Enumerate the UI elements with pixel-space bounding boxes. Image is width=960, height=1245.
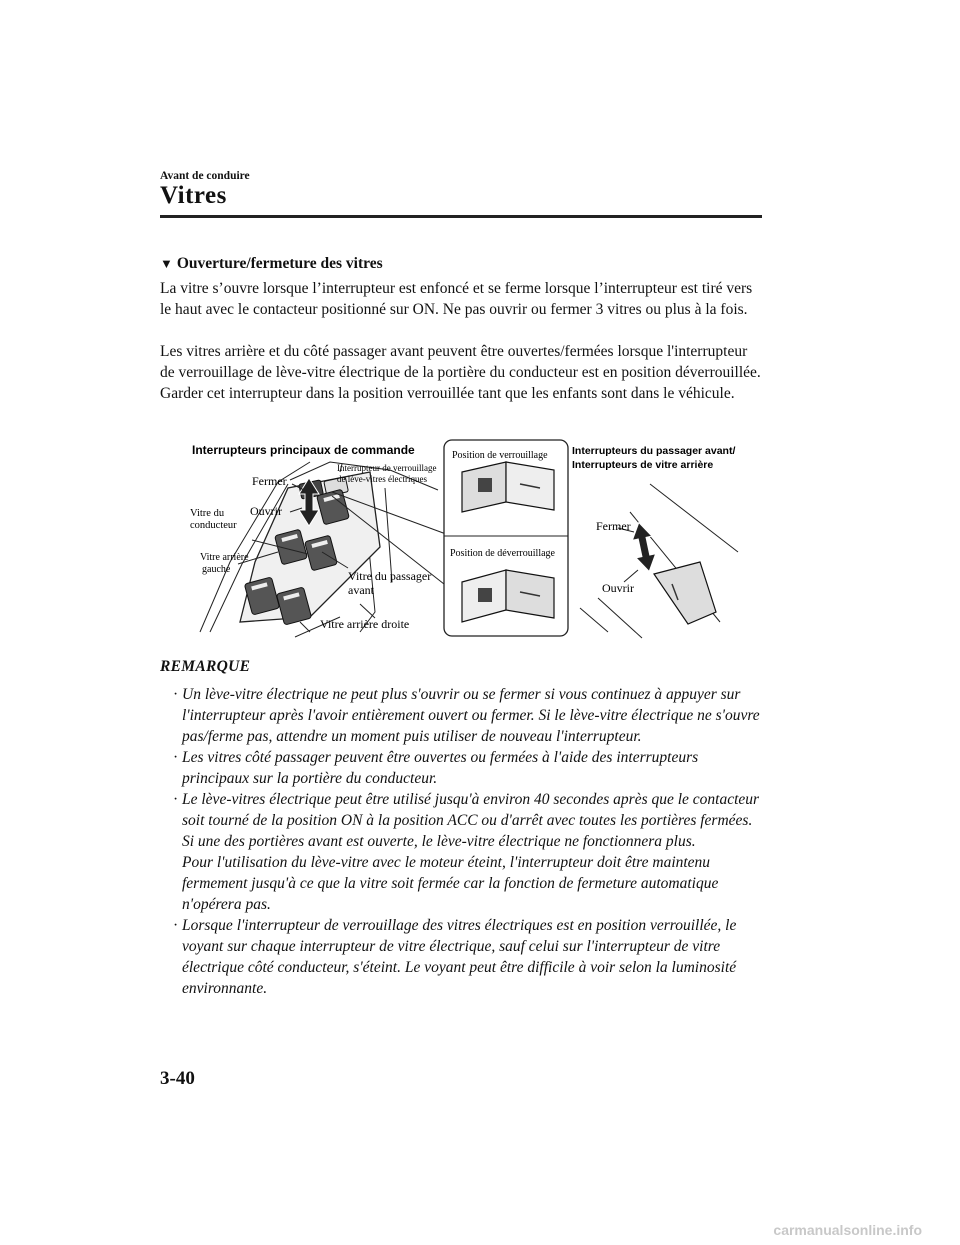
lock-position-label: Position de verrouillage	[452, 450, 548, 461]
note-item-4: · Lorsque l'interrupteur de verrouillage des vitres électriques est en position verrouillée, le voyant sur chaque interrupteur de vitre électrique, sauf celui sur l'interrupteur de vitre électrique côté conducteur, s'éteint. Le voyant peut être difficile à voir selon la luminosité environnante.	[173, 917, 737, 997]
note-item-3: · Le lève-vitres électrique peut être utilisé jusqu'à environ 40 secondes après que le contacteur soit tourné de la position ON à la position ACC ou d'arrêt avec toutes les portières fermées. Si une des portières avant est ouverte, le lève-vitre électrique ne fonctionnera plus. Pour l'utilisation du lève-vitre avec le moteur éteint, l'interrupteur doit être maintenu fermement jusqu'à ce que la vitre soit fermée car la fonction de fermeture automatique n'opérera pas.	[160, 789, 764, 915]
page-number: 3-40	[160, 1068, 195, 1089]
main-switch-panel	[240, 472, 380, 625]
section-heading	[160, 255, 383, 273]
lock-symbol-icon	[478, 478, 492, 492]
front-passenger-label-line2: avant	[348, 583, 374, 597]
section-label: Avant de conduire	[160, 170, 250, 182]
front-passenger-label-line1: Vitre du passager	[348, 569, 432, 583]
rear-left-label-line1: Vitre arrière	[200, 552, 249, 563]
unlock-symbol-icon	[478, 588, 492, 602]
lock-switch-label-line2: de lève-vitres électriques	[337, 474, 427, 484]
note-item-3-continuation: Pour l'utilisation du lève-vitre avec le moteur éteint, l'interrupteur doit être maintenu fermement jusqu'à ce que la vitre soit fermée car la fonction de fermeture automatique n'opérera pas.	[182, 854, 719, 913]
section-heading-text: Ouverture/fermeture des vitres	[176, 255, 383, 272]
triangle-down-icon: ▼	[160, 256, 173, 271]
window-switch-figure	[160, 432, 762, 652]
watermark: carmanualsonline.info	[773, 1222, 922, 1238]
note-title: REMARQUE	[160, 658, 251, 675]
driver-window-label-line1: Vitre du	[190, 508, 225, 519]
open-label: Ouvrir	[250, 504, 282, 518]
passenger-arrow-icon	[629, 520, 659, 573]
lock-position-callout	[444, 440, 568, 636]
window-switch-illustration	[160, 432, 762, 652]
driver-window-label-line2: conducteur	[190, 520, 237, 531]
note-list	[160, 684, 764, 999]
lock-switch-label-line1: Interrupteur de verrouillage	[337, 463, 437, 473]
rear-right-label: Vitre arrière droite	[320, 617, 410, 631]
passenger-window-switch	[654, 562, 716, 624]
page-title: Vitres	[160, 182, 227, 209]
passenger-switches-label-line1: Interrupteurs du passager avant/	[572, 445, 736, 457]
note-item-2: · Les vitres côté passager peuvent être ouvertes ou fermées à l'aide des interrupteurs principaux sur la portière du conducteur.	[173, 749, 699, 787]
paragraph-1: La vitre s’ouvre lorsque l’interrupteur est enfoncé et se ferme lorsque l’interrupteur est tiré vers le haut avec le contacteur positionné sur ON. Ne pas ouvrir ou fermer 3 vitres ou plus à la fois.	[160, 280, 753, 318]
open-label-2: Ouvrir	[602, 581, 634, 595]
passenger-switch-illustration	[580, 484, 738, 638]
rear-left-label-line2: gauche	[202, 564, 231, 575]
main-switches-title: Interrupteurs principaux de commande	[192, 443, 415, 457]
title-rule	[160, 215, 762, 218]
close-label-2: Fermer	[596, 519, 631, 533]
paragraph-2: Les vitres arrière et du côté passager avant peuvent être ouvertes/fermées lorsque l'interrupteur de verrouillage de lève-vitre électrique de la portière du conducteur est en position déverrouillée. Garder cet interrupteur dans la position verrouillée tant que les enfants sont dans le véhicule.	[160, 343, 761, 402]
passenger-switches-label-line2: Interrupteurs de vitre arrière	[572, 459, 714, 471]
close-label: Fermer	[252, 474, 287, 488]
unlock-position-label: Position de déverrouillage	[450, 548, 555, 559]
note-item-1: · Un lève-vitre électrique ne peut plus s'ouvrir ou se fermer si vous continuez à appuyer sur l'interrupteur après l'avoir entièrement ouvert ou fermer. Si le lève-vitre électrique ne s'ouvre pas/ferme pas, attendre un moment puis utiliser de nouveau l'interrupteur.	[173, 686, 760, 745]
